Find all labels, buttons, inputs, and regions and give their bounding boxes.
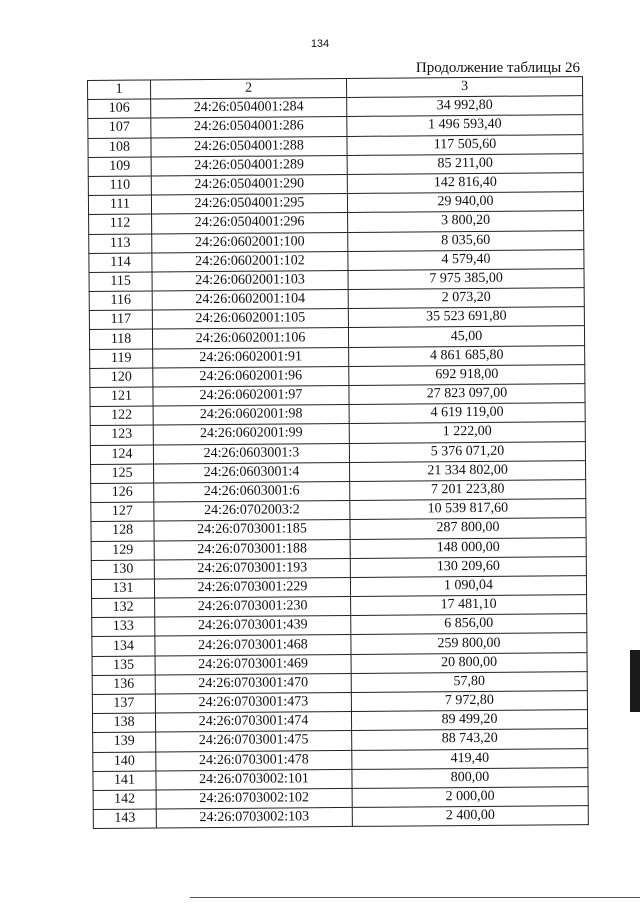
- row-number-cell: 132: [92, 598, 155, 618]
- cadastral-number-cell: 24:26:0703001:478: [156, 750, 352, 771]
- cadastral-number-cell: 24:26:0703001:188: [154, 539, 350, 560]
- row-number-cell: 141: [93, 771, 156, 791]
- row-number-cell: 143: [93, 809, 156, 829]
- cadastral-number-cell: 24:26:0703001:469: [155, 654, 351, 675]
- cadastral-number-cell: 24:26:0703001:193: [154, 558, 350, 579]
- cadastral-number-cell: 24:26:0504001:288: [151, 136, 347, 157]
- value-cell: 259 800,00: [351, 633, 587, 654]
- cadastral-number-cell: 24:26:0703001:439: [155, 616, 351, 637]
- row-number-cell: 130: [91, 560, 154, 580]
- data-table: [87, 76, 589, 829]
- row-number-cell: 120: [90, 368, 153, 388]
- value-cell: 142 816,40: [347, 173, 583, 194]
- row-number-cell: 136: [92, 675, 155, 695]
- column-header-2: 2: [151, 78, 347, 99]
- value-cell: 7 201 223,80: [350, 480, 586, 501]
- row-number-cell: 116: [89, 291, 152, 311]
- row-number-cell: 127: [91, 502, 154, 522]
- cadastral-number-cell: 24:26:0602001:106: [152, 328, 348, 349]
- cadastral-number-cell: 24:26:0703001:474: [155, 712, 351, 733]
- cadastral-number-cell: 24:26:0703002:102: [156, 788, 352, 809]
- cadastral-number-cell: 24:26:0602001:100: [152, 232, 348, 253]
- cadastral-number-cell: 24:26:0703001:475: [156, 731, 352, 752]
- row-number-cell: 117: [89, 310, 152, 330]
- value-cell: 4 861 685,80: [349, 345, 585, 366]
- cadastral-number-cell: 24:26:0702003:2: [154, 501, 350, 522]
- value-cell: 130 209,60: [350, 556, 586, 577]
- value-cell: 692 918,00: [349, 364, 585, 385]
- value-cell: 27 823 097,00: [349, 384, 585, 405]
- row-number-cell: 139: [93, 732, 156, 752]
- cadastral-number-cell: 24:26:0602001:102: [152, 251, 348, 272]
- row-number-cell: 135: [92, 656, 155, 676]
- cadastral-number-cell: 24:26:0602001:91: [153, 347, 349, 368]
- value-cell: 3 800,20: [348, 211, 584, 232]
- row-number-cell: 140: [93, 752, 156, 772]
- table-row: [93, 806, 588, 829]
- value-cell: 35 523 691,80: [348, 307, 584, 328]
- row-number-cell: 112: [89, 214, 152, 234]
- bottom-rule: [190, 897, 640, 898]
- value-cell: 6 856,00: [351, 614, 587, 635]
- row-number-cell: 134: [92, 636, 155, 656]
- row-number-cell: 123: [90, 425, 153, 445]
- cadastral-number-cell: 24:26:0603001:6: [154, 481, 350, 502]
- cadastral-number-cell: 24:26:0703001:470: [155, 673, 351, 694]
- row-number-cell: 109: [88, 157, 151, 177]
- cadastral-number-cell: 24:26:0703002:103: [156, 808, 352, 829]
- value-cell: 10 539 817,60: [350, 499, 586, 520]
- value-cell: 4 579,40: [348, 249, 584, 270]
- value-cell: 34 992,80: [347, 96, 583, 117]
- row-number-cell: 126: [91, 483, 154, 503]
- row-number-cell: 121: [90, 387, 153, 407]
- table-body: [88, 96, 589, 829]
- cadastral-number-cell: 24:26:0703001:473: [155, 692, 351, 713]
- cadastral-number-cell: 24:26:0602001:97: [153, 385, 349, 406]
- value-cell: 29 940,00: [347, 192, 583, 213]
- page-number: 134: [310, 38, 330, 50]
- cadastral-number-cell: 24:26:0504001:289: [151, 155, 347, 176]
- value-cell: 1 496 593,40: [347, 115, 583, 136]
- row-number-cell: 107: [88, 118, 151, 138]
- value-cell: 7 972,80: [351, 691, 587, 712]
- row-number-cell: 115: [89, 272, 152, 292]
- value-cell: 8 035,60: [348, 230, 584, 251]
- value-cell: 89 499,20: [351, 710, 587, 731]
- value-cell: 5 376 071,20: [349, 441, 585, 462]
- row-number-cell: 119: [90, 349, 153, 369]
- row-number-cell: 118: [89, 329, 152, 349]
- cadastral-number-cell: 24:26:0602001:103: [152, 270, 348, 291]
- cadastral-number-cell: 24:26:0602001:105: [152, 309, 348, 330]
- cadastral-number-cell: 24:26:0703001:185: [154, 520, 350, 541]
- column-header-1: 1: [88, 80, 151, 100]
- cadastral-number-cell: 24:26:0602001:96: [153, 366, 349, 387]
- cadastral-number-cell: 24:26:0504001:296: [152, 213, 348, 234]
- cadastral-number-cell: 24:26:0703001:468: [155, 635, 351, 656]
- row-number-cell: 108: [88, 138, 151, 158]
- row-number-cell: 128: [91, 521, 154, 541]
- row-number-cell: 137: [92, 694, 155, 714]
- value-cell: 7 975 385,00: [348, 268, 584, 289]
- cadastral-number-cell: 24:26:0504001:284: [151, 98, 347, 119]
- row-number-cell: 114: [89, 253, 152, 273]
- value-cell: 4 619 119,00: [349, 403, 585, 424]
- row-number-cell: 122: [90, 406, 153, 426]
- cadastral-number-cell: 24:26:0703001:230: [155, 597, 351, 618]
- cadastral-number-cell: 24:26:0504001:286: [151, 117, 347, 138]
- value-cell: 1 090,04: [350, 575, 586, 596]
- row-number-cell: 111: [88, 195, 151, 215]
- scan-edge-mark: [630, 650, 640, 712]
- row-number-cell: 106: [88, 99, 151, 119]
- value-cell: 148 000,00: [350, 537, 586, 558]
- cadastral-number-cell: 24:26:0703002:101: [156, 769, 352, 790]
- row-number-cell: 129: [91, 540, 154, 560]
- value-cell: 287 800,00: [350, 518, 586, 539]
- value-cell: 800,00: [352, 767, 588, 788]
- cadastral-number-cell: 24:26:0703001:229: [154, 577, 350, 598]
- cadastral-number-cell: 24:26:0602001:104: [152, 290, 348, 311]
- cadastral-number-cell: 24:26:0603001:3: [153, 443, 349, 464]
- value-cell: 88 743,20: [352, 729, 588, 750]
- table-caption: Продолжение таблицы 26: [415, 60, 580, 76]
- value-cell: 419,40: [352, 748, 588, 769]
- cadastral-number-cell: 24:26:0504001:295: [151, 194, 347, 215]
- row-number-cell: 125: [91, 464, 154, 484]
- value-cell: 45,00: [348, 326, 584, 347]
- row-number-cell: 110: [88, 176, 151, 196]
- row-number-cell: 113: [89, 233, 152, 253]
- cadastral-number-cell: 24:26:0504001:290: [151, 174, 347, 195]
- cadastral-number-cell: 24:26:0603001:4: [154, 462, 350, 483]
- column-header-3: 3: [346, 77, 582, 98]
- row-number-cell: 138: [92, 713, 155, 733]
- value-cell: 2 000,00: [352, 787, 588, 808]
- cadastral-number-cell: 24:26:0602001:98: [153, 405, 349, 426]
- row-number-cell: 131: [91, 579, 154, 599]
- value-cell: 21 334 802,00: [350, 460, 586, 481]
- value-cell: 57,80: [351, 671, 587, 692]
- row-number-cell: 142: [93, 790, 156, 810]
- value-cell: 17 481,10: [351, 595, 587, 616]
- value-cell: 117 505,60: [347, 134, 583, 155]
- value-cell: 20 800,00: [351, 652, 587, 673]
- value-cell: 2 400,00: [352, 806, 588, 827]
- value-cell: 1 222,00: [349, 422, 585, 443]
- cadastral-number-cell: 24:26:0602001:99: [153, 424, 349, 445]
- row-number-cell: 124: [90, 445, 153, 465]
- value-cell: 85 211,00: [347, 153, 583, 174]
- row-number-cell: 133: [92, 617, 155, 637]
- value-cell: 2 073,20: [348, 288, 584, 309]
